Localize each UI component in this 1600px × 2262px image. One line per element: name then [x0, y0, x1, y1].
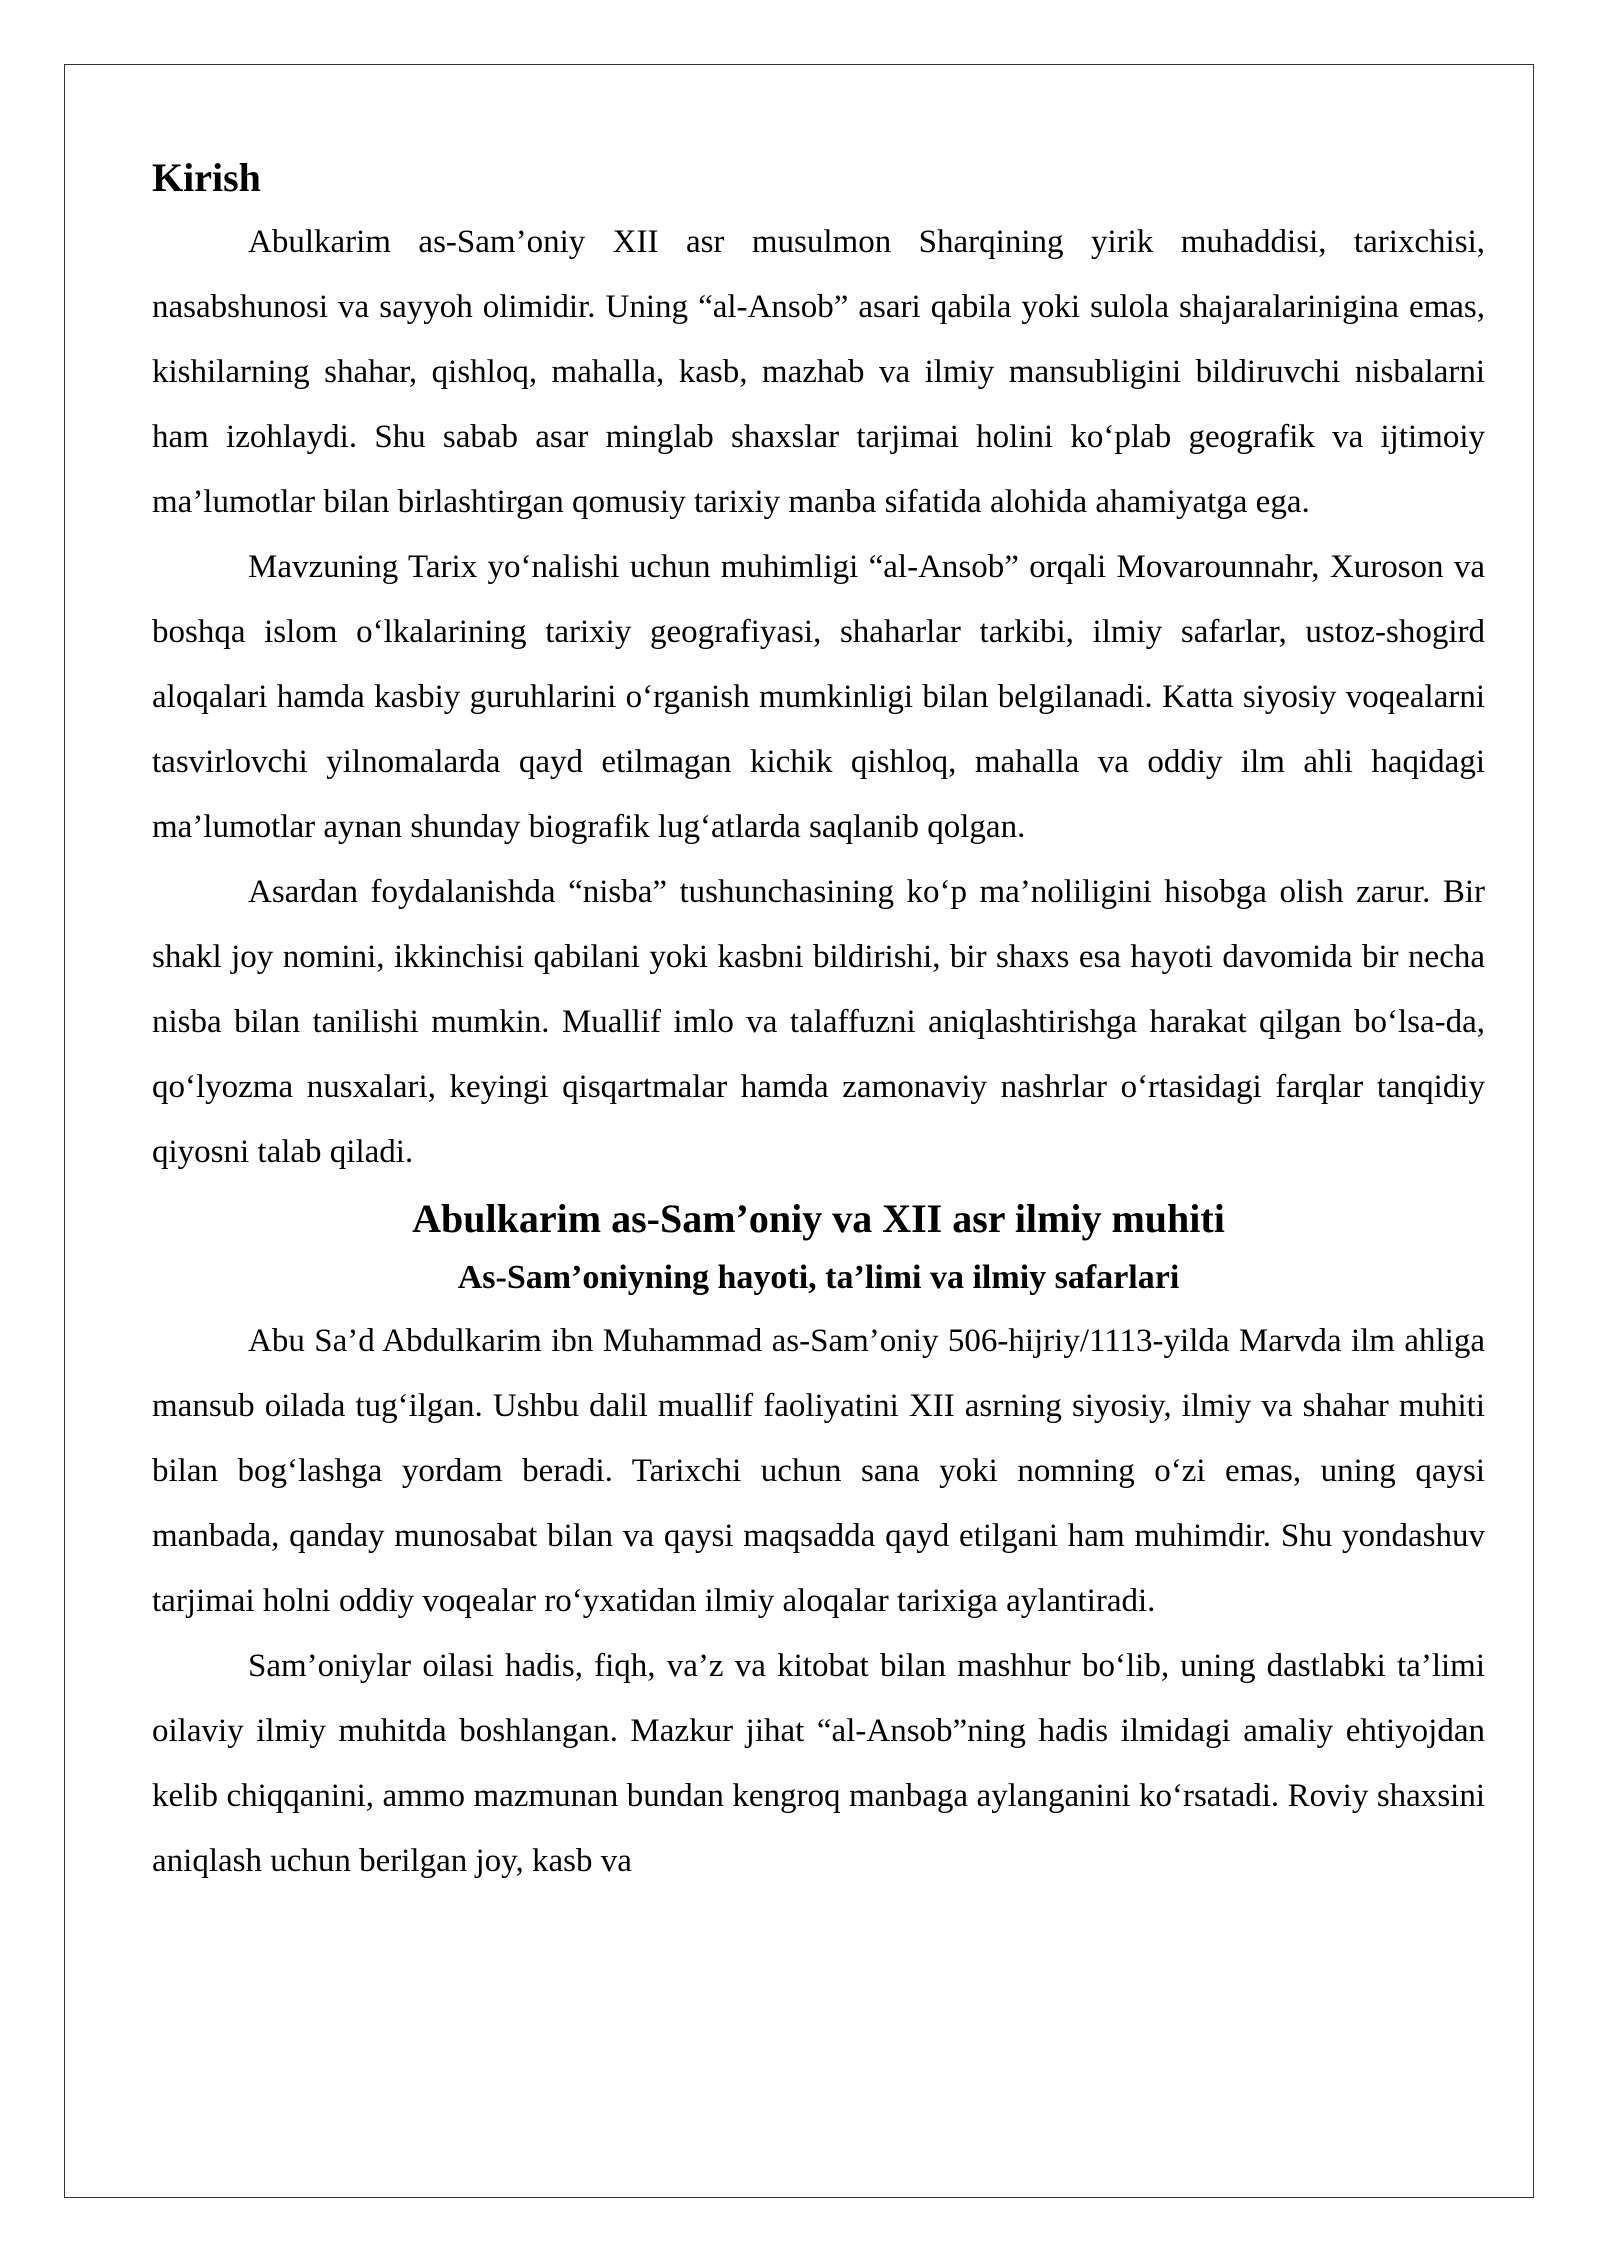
- intro-paragraph-3: Asardan foydalanishda “nisba” tushunchasining ko‘p ma’noliligini hisobga olish zarur. Bir shakl joy nomini, ikkinchisi qabilani yoki kasbni bildirishi, bir shaxs esa hayoti davomida bir necha nisba bilan tanilishi mumkin. Muallif imlo va talaffuzni aniqlashtirishga harakat qilgan bo‘lsa-da, qo‘lyozma nusxalari, keyingi qisqartmalar hamda zamonaviy nashrlar o‘rtasidagi farqlar tanqidiy qiyosni talab qiladi.: [152, 874, 1485, 1170]
- document-body: [152, 148, 1485, 1894]
- section-paragraph-1: Abu Sa’d Abdulkarim ibn Muhammad as-Sam’oniy 506-hijriy/1113-yilda Marvda ilm ahliga mansub oilada tug‘ilgan. Ushbu dalil muallif faoliyatini XII asrning siyosiy, ilmiy va shahar muhiti bilan bog‘lashga yordam beradi. Tarixchi uchun sana yoki nomning o‘zi emas, uning qaysi manbada, qanday munosabat bilan va qaysi maqsadda qayd etilgani ham muhimdir. Shu yondashuv tarjimai holni oddiy voqealar ro‘yxatidan ilmiy aloqalar tarixiga aylantiradi.: [152, 1323, 1485, 1619]
- intro-paragraph-2: Mavzuning Tarix yo‘nalishi uchun muhimligi “al-Ansob” orqali Movarounnahr, Xuroson va boshqa islom o‘lkalarining tarixiy geografiyasi, shaharlar tarkibi, ilmiy safarlar, ustoz-shogird aloqalari hamda kasbiy guruhlarini o‘rganish mumkinligi bilan belgilanadi. Katta siyosiy voqealarni tasvirlovchi yilnomalarda qayd etilmagan kichik qishloq, mahalla va oddiy ilm ahli haqidagi ma’lumotlar aynan shunday biografik lug‘atlarda saqlanib qolgan.: [152, 549, 1485, 845]
- heading-intro: Kirish: [152, 155, 261, 200]
- heading-subsection: As-Sam’oniyning hayoti, ta’limi va ilmiy safarlari: [457, 1259, 1180, 1296]
- intro-paragraph-1: Abulkarim as-Sam’oniy XII asr musulmon Sharqining yirik muhaddisi, tarixchisi, nasabshunosi va sayyoh olimidir. Uning “al-Ansob” asari qabila yoki sulola shajaralarinigina emas, kishilarning shahar, qishloq, mahalla, kasb, mazhab va ilmiy mansubligini bildiruvchi nisbalarni ham izohlaydi. Shu sabab asar minglab shaxslar tarjimai holini ko‘plab geografik va ijtimoiy ma’lumotlar bilan birlashtirgan qomusiy tarixiy manba sifatida alohida ahamiyatga ega.: [152, 224, 1485, 520]
- heading-section: Abulkarim as-Sam’oniy va XII asr ilmiy muhiti: [412, 1196, 1225, 1241]
- section-paragraph-2: Sam’oniylar oilasi hadis, fiqh, va’z va kitobat bilan mashhur bo‘lib, uning dastlabki ta’limi oilaviy ilmiy muhitda boshlangan. Mazkur jihat “al-Ansob”ning hadis ilmidagi amaliy ehtiyojdan kelib chiqqanini, ammo mazmunan bundan kengroq manbaga aylanganini ko‘rsatadi. Roviy shaxsini aniqlash uchun berilgan joy, kasb va: [152, 1648, 1485, 1879]
